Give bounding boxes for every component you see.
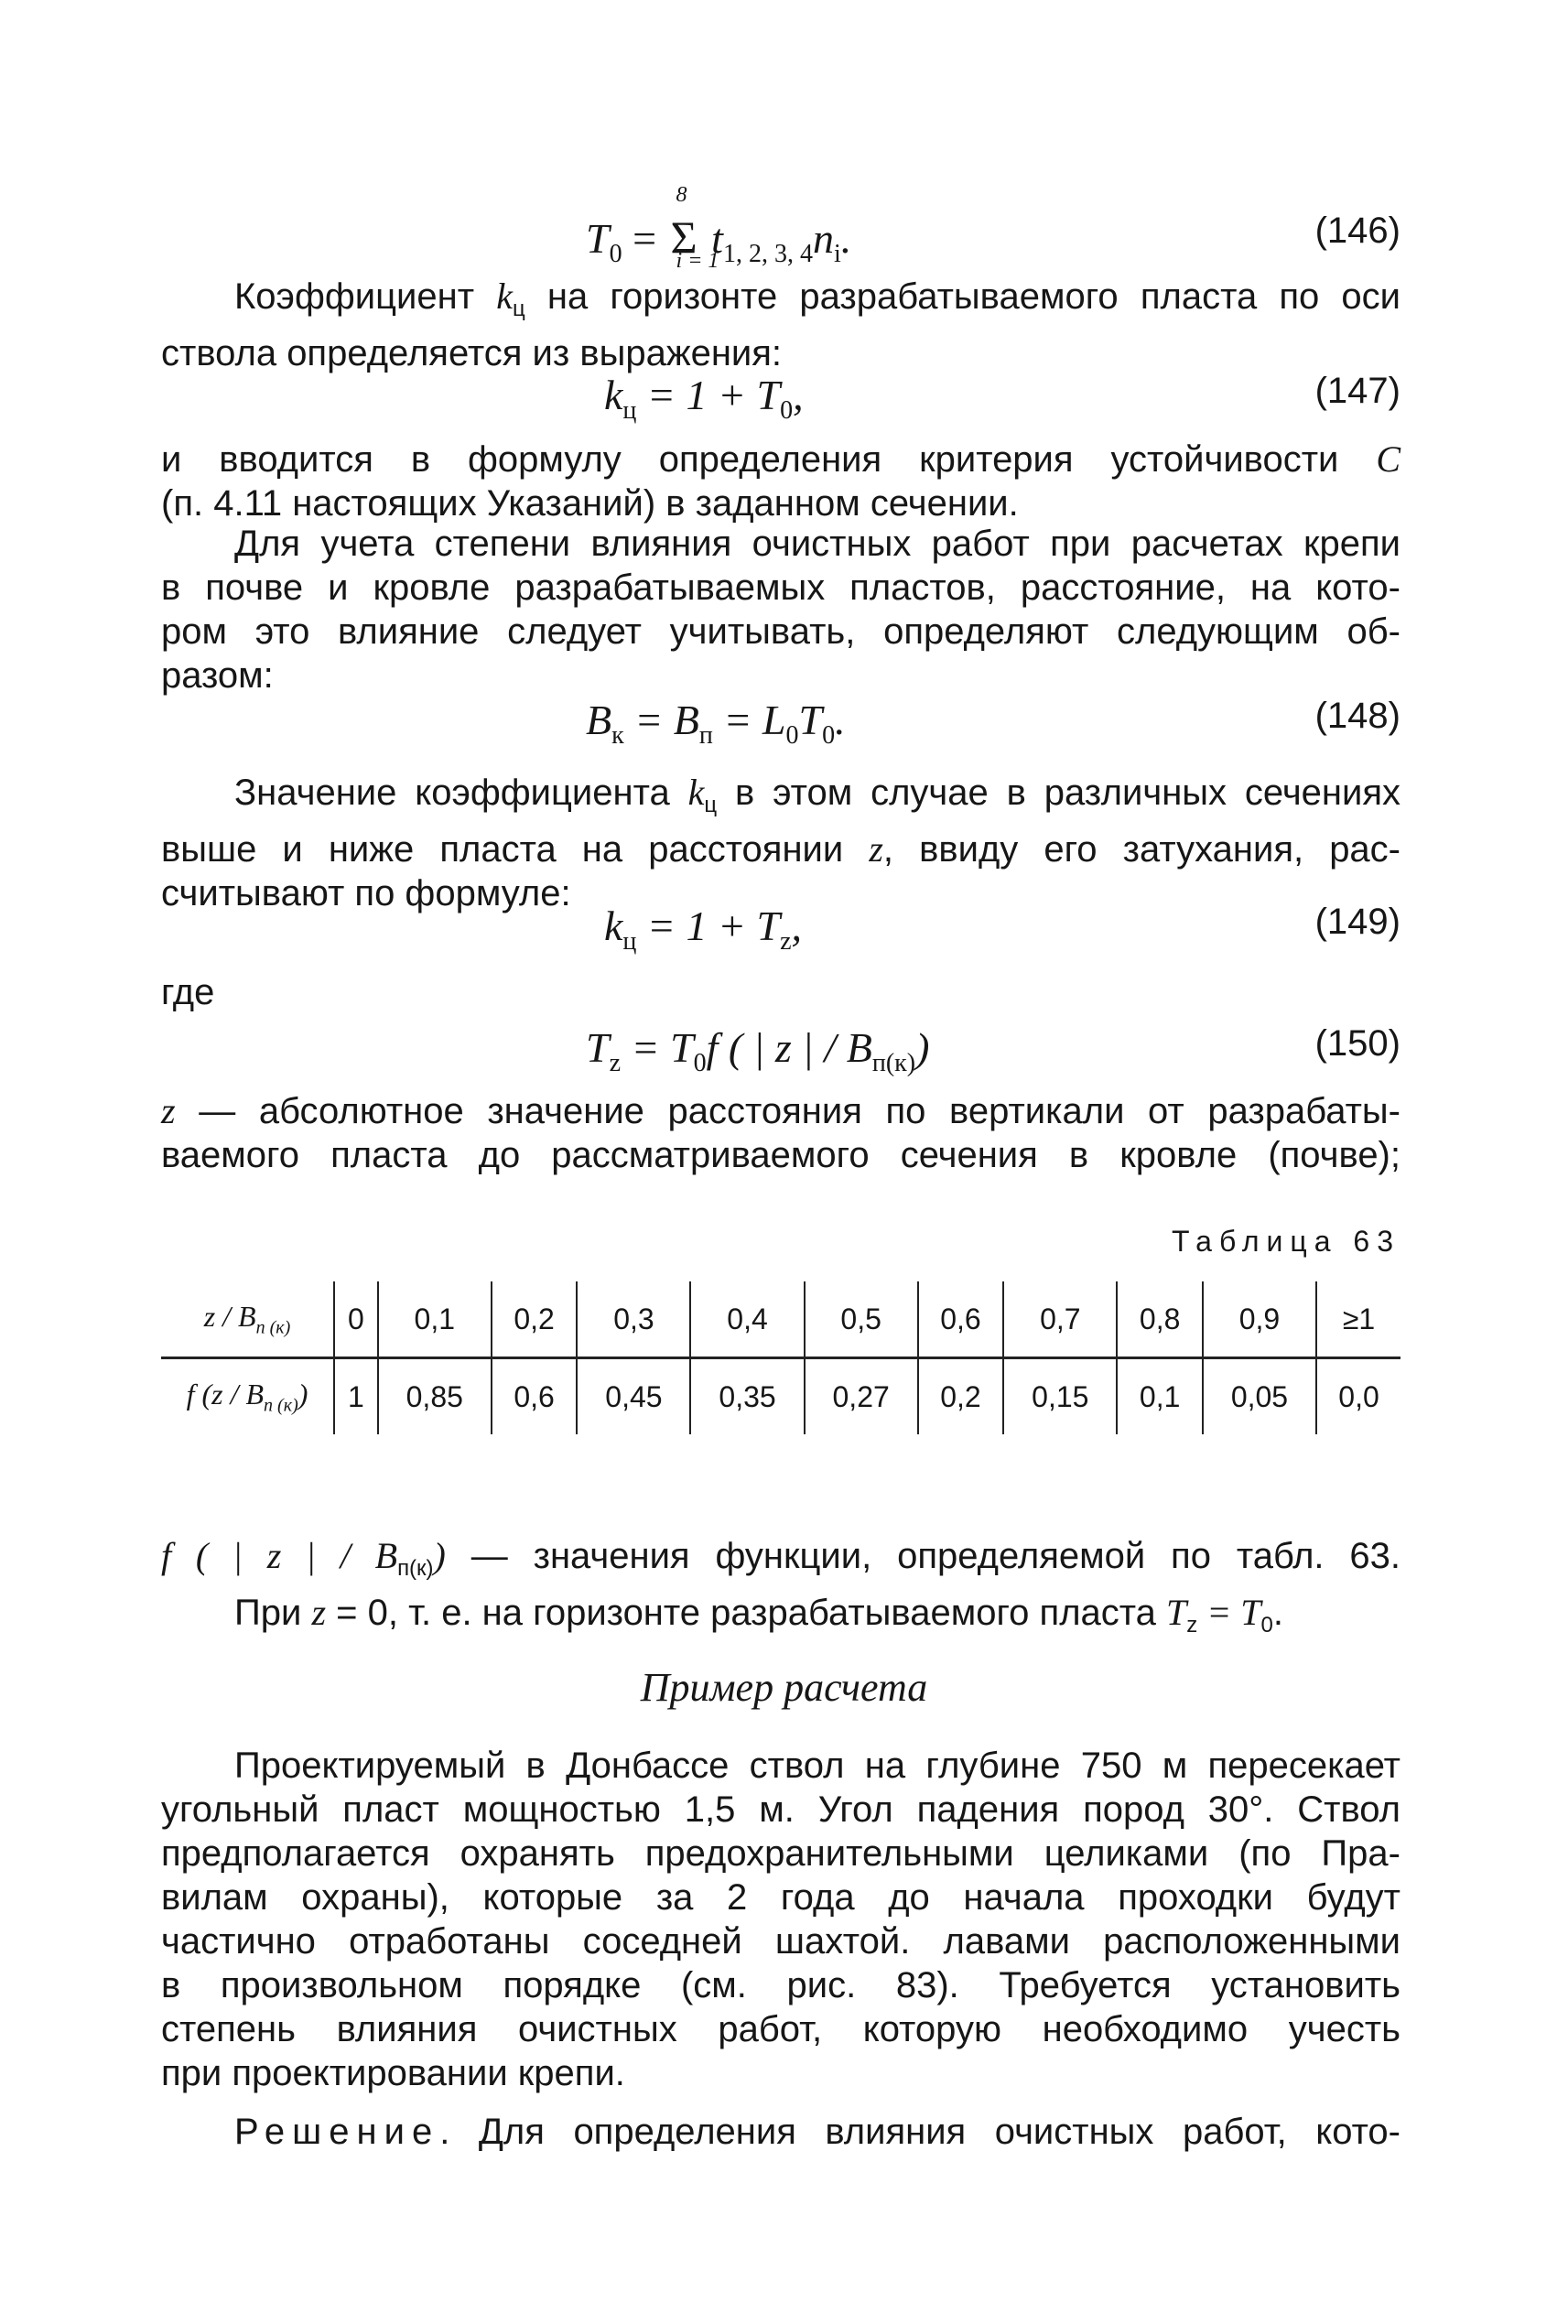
row2-label-end: ): [297, 1377, 308, 1411]
eq150-lhs: T: [586, 1024, 610, 1071]
p6-line-1: [161, 1534, 1400, 1591]
table-63-value-cell: 0,0: [1316, 1358, 1400, 1435]
p1-k-sub: ц: [512, 297, 525, 321]
p7-line-2: угольный пласт мощностью 1,5 м. Угол падения пород 30°. Ствол: [161, 1789, 1400, 1830]
equation-148: [0, 696, 1568, 760]
table-63-header-cell: 0,7: [1003, 1281, 1117, 1358]
p4-z: z: [869, 828, 883, 870]
p1-l1b: на горизонте разрабатываемого пласта по оси: [524, 276, 1400, 317]
table-63-header-cell: ≥1: [1316, 1281, 1400, 1358]
eq149-rhs-sub: z: [780, 927, 792, 956]
p2-c: C: [1376, 438, 1400, 480]
p6-eq: = T: [1197, 1592, 1261, 1633]
equation-147-body: [604, 371, 804, 426]
equation-149-body: [604, 902, 802, 957]
table-63-header-cell: 0,9: [1203, 1281, 1316, 1358]
p7-line-8: при проектировании крепи.: [161, 2053, 625, 2093]
where-word: где: [161, 972, 215, 1012]
p4-k-sub: ц: [704, 793, 718, 817]
row2-label-sub: п (к): [264, 1395, 298, 1416]
eq150-rhs2: f ( | z | / B: [706, 1024, 872, 1071]
p6-l1: — значения функции, определяемой по табл. 63.: [445, 1536, 1400, 1576]
eq148-b-sub: п: [698, 721, 713, 750]
eq150-rhs-sub: 0: [693, 1049, 707, 1077]
eq146-tail: .: [840, 215, 852, 262]
p7-line-3: предполагается охранять предохранительными целиками (по Пра-: [161, 1833, 1400, 1874]
p7-line-4: вилам охраны), которые за 2 года до начала проходки будут: [161, 1877, 1400, 1918]
eq150-lhs-sub: z: [609, 1049, 622, 1077]
eq148-c-sub: 0: [785, 721, 799, 750]
sum-lower-limit: i = 1: [676, 249, 719, 273]
table-63-value-cell: 0,6: [492, 1358, 578, 1435]
equation-146: [0, 183, 1568, 275]
table-63-header-cell: 0,6: [918, 1281, 1004, 1358]
sigma-glyph: Σ: [670, 211, 697, 263]
p2-l1a: и вводится в формулу определения критерия устойчивости: [161, 439, 1377, 480]
table-63-row1-label: [161, 1281, 334, 1358]
eq146-term2-sub: i: [833, 240, 841, 268]
table-63-value-cell: 0,27: [805, 1358, 918, 1435]
paragraph-1: [161, 275, 1400, 375]
eq148-a: B: [586, 697, 612, 743]
paragraph-5: [161, 1089, 1400, 1177]
p6-tz: T: [1166, 1592, 1187, 1633]
p8-line-1: [161, 2110, 1400, 2154]
p7-line-6: в произвольном порядке (см. рис. 83). Требуется установить: [161, 1965, 1400, 2005]
table-63-header-cell: 0,8: [1117, 1281, 1203, 1358]
table-63-value-cell: 1: [334, 1358, 378, 1435]
p2-line-1: [161, 438, 1400, 481]
p3-line-3: ром это влияние следует учитывать, определяют следующим об-: [161, 611, 1400, 652]
p4-k: k: [687, 772, 705, 813]
row1-label-text: z / B: [203, 1299, 256, 1333]
p6-line-2: [161, 1591, 1400, 1648]
eq148-c: = L: [723, 697, 786, 743]
table-63-caption: Таблица 63: [1172, 1225, 1400, 1258]
p2-line-2: (п. 4.11 настоящих Указаний) в заданном сечении.: [161, 483, 1019, 524]
paragraph-3: [161, 522, 1400, 697]
equation-148-body: [586, 696, 846, 751]
p1-line-1: [161, 275, 1400, 331]
eq147-lhs: k: [604, 372, 623, 418]
table-63-header-cell: 0: [334, 1281, 378, 1358]
equation-150-number: (150): [1314, 1023, 1400, 1064]
table-63-header-cell: 0,4: [690, 1281, 804, 1358]
eq150-rhs3: ): [915, 1024, 930, 1071]
p6-f: f ( | z | / B: [161, 1535, 398, 1576]
p5-line-1: [161, 1089, 1400, 1133]
table-63-header-cell: 0,2: [492, 1281, 578, 1358]
equation-149-number: (149): [1314, 902, 1400, 942]
p7-line-5: частично отработаны соседней шахтой. лавами расположенными: [161, 1921, 1400, 1962]
p4-line-3: считывают по формуле:: [161, 873, 571, 913]
equation-147: [0, 371, 1568, 435]
eq149-rhs: = 1 + T: [646, 903, 781, 949]
equation-146-body: [586, 183, 852, 273]
table-63-header-cell: 0,1: [378, 1281, 492, 1358]
table-63-value-cell: 0,05: [1203, 1358, 1316, 1435]
p4-line-1: [161, 771, 1400, 827]
p7-line-1: Проектируемый в Донбассе ствол на глубине 750 м пересекает: [234, 1746, 1400, 1786]
p4-l1a: Значение коэффициента: [234, 773, 688, 813]
p6-t0-sub: 0: [1260, 1613, 1273, 1638]
p4-l2b: , ввиду его затухания, рас-: [882, 829, 1401, 870]
eq146-term-sub: 1, 2, 3, 4: [722, 240, 813, 268]
p6-tz-sub: z: [1186, 1613, 1198, 1638]
eq146-term2: n: [812, 215, 834, 262]
eq147-rhs: = 1 + T: [646, 372, 781, 418]
p4-l2a: выше и ниже пласта на расстоянии: [161, 829, 870, 870]
p6-l2b: = 0, т. е. на горизонте разрабатываемого пласта: [326, 1593, 1167, 1633]
p5-z: z: [161, 1090, 176, 1131]
p3-line-2: в почве и кровле разрабатываемых пластов, расстояние, на кото-: [161, 567, 1400, 608]
eq147-tail: ,: [793, 372, 804, 418]
p3-line-4: разом:: [161, 655, 274, 696]
p6-f-sub: п(к): [397, 1556, 434, 1581]
eq148-d-sub: 0: [822, 721, 836, 750]
paragraph-8: [161, 2110, 1400, 2154]
where-line: [161, 970, 1400, 1014]
table-63-value-cell: 0,1: [1117, 1358, 1203, 1435]
p8-solution-word: Решение: [234, 2112, 440, 2152]
p8-l1b: . Для определения влияния очистных работ, кото-: [439, 2112, 1400, 2152]
paragraph-6: [161, 1534, 1400, 1648]
paragraph-4: [161, 771, 1400, 915]
table-63-value-cell: 0,2: [918, 1358, 1004, 1435]
table-63-value-cell: 0,85: [378, 1358, 492, 1435]
table-63-row2-label: [161, 1358, 334, 1435]
row1-label-sub: п (к): [255, 1317, 291, 1338]
p6-end: .: [1272, 1593, 1284, 1633]
eq147-lhs-sub: ц: [622, 396, 637, 425]
table-63-header-cell: 0,5: [805, 1281, 918, 1358]
eq148-tail: .: [835, 697, 846, 743]
table-63-header-cell: 0,3: [577, 1281, 690, 1358]
equation-150-body: [586, 1023, 929, 1078]
equation-149: [0, 902, 1568, 966]
table-63-value-cell: 0,35: [690, 1358, 804, 1435]
sum-symbol: [670, 183, 719, 273]
row2-label-text: f (z / B: [186, 1377, 265, 1411]
eq148-a-sub: к: [611, 721, 624, 750]
equation-147-number: (147): [1314, 371, 1400, 411]
eq149-lhs-sub: ц: [622, 927, 637, 956]
equation-146-number: (146): [1314, 211, 1400, 251]
eq149-lhs: k: [604, 903, 623, 949]
p6-z: z: [311, 1592, 327, 1633]
eq150-rhs2-sub: п(к): [871, 1049, 916, 1077]
eq150-rhs: = T: [631, 1024, 694, 1071]
p1-k: k: [496, 276, 513, 317]
p6-f-end: ): [433, 1535, 446, 1576]
equation-148-number: (148): [1314, 696, 1400, 736]
table-63-value-cell: 0,45: [577, 1358, 690, 1435]
eq146-equals: =: [633, 215, 657, 262]
table-63-value-cell: 0,15: [1003, 1358, 1117, 1435]
eq147-rhs-sub: 0: [780, 396, 794, 425]
section-heading: Пример расчета: [640, 1665, 928, 1710]
eq146-lhs: T: [586, 215, 610, 262]
eq149-tail: ,: [791, 903, 803, 949]
p1-line-2: ствола определяется из выражения:: [161, 333, 783, 373]
sum-upper-limit: 8: [676, 183, 687, 207]
p5-l1: — абсолютное значение расстояния по вертикали от разрабаты-: [175, 1091, 1400, 1131]
paragraph-7: [161, 1744, 1400, 2095]
eq146-lhs-sub: 0: [609, 240, 622, 268]
eq146-term: t: [711, 215, 723, 262]
equation-150: [0, 1023, 1568, 1087]
p4-line-2: [161, 827, 1400, 871]
p6-l2a: При: [234, 1593, 312, 1633]
eq148-b: = B: [634, 697, 699, 743]
paragraph-2: [161, 438, 1400, 525]
eq148-d: T: [798, 697, 823, 743]
table-63: [161, 1281, 1400, 1434]
p7-line-7: степень влияния очистных работ, которую необходимо учесть: [161, 2009, 1400, 2049]
table-63-value-row: [161, 1358, 1400, 1435]
table-63-header-row: [161, 1281, 1400, 1358]
p4-l1b: в этом случае в различных сечениях: [717, 773, 1400, 813]
p1-l1a: Коэффициент: [234, 276, 497, 317]
p3-line-1: Для учета степени влияния очистных работ при расчетах крепи: [234, 524, 1400, 564]
p5-line-2: ваемого пласта до рассматриваемого сечения в кровле (почве);: [161, 1135, 1400, 1175]
